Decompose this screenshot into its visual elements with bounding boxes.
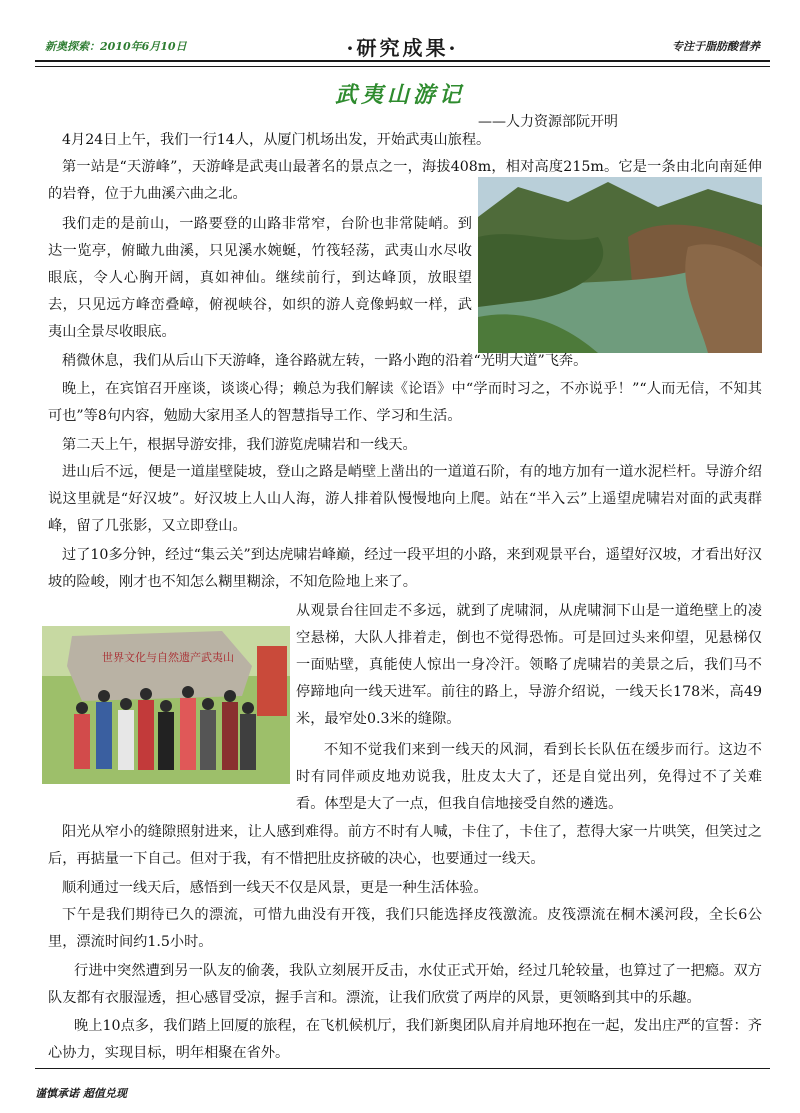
page-header: [35, 32, 770, 60]
paragraph-10: 不知不觉我们来到一线天的风洞，看到长长队伍在缓步而行。这边不时有同伴顽皮地劝说我，肚皮太大了，还是自觉出列，免得过不了关难看。体型是大了一点，但我自信地接受自然的遴选。: [296, 742, 762, 812]
paragraph-11: 阳光从窄小的缝隙照射进来，让人感到难得。前方不时有人喊，卡住了，卡住了，惹得大家一片哄笑，但笑过之后，再掂量一下自己。但对于我，有不惜把肚皮挤破的决心，也要通过一线天。: [48, 824, 762, 867]
issue-date: 新奥探索：2010年6月10日: [45, 40, 187, 53]
paragraph-2: 第一站是“天游峰”，天游峰是武夷山最著名的景点之一，海拔408m，相对高度215m。它是一条由北向南延伸的岩脊，位于九曲溪六曲之北。: [48, 159, 762, 202]
paragraph-1: 4月24日上午，我们一行14人，从厦门机场出发，开始武夷山旅程。: [62, 132, 491, 148]
header-divider: [35, 60, 770, 67]
paragraph-8: 过了10多分钟，经过“集云关”到达虎啸岩峰巅，经过一段平坦的小路，来到观景平台，遥望好汉坡，才看出好汉坡的险峻，刚才也不知怎么糊里糊涂，不知危险地上来了。: [48, 547, 762, 590]
group-illustration: [42, 626, 290, 784]
group-photo: [42, 626, 290, 784]
paragraph-3: 我们走的是前山，一路要登的山路非常窄，台阶也非常陡峭。到达一览亭，俯瞰九曲溪，只见溪水婉蜒，竹筏轻荡，武夷山水尽收眼底，令人心胸开阔，真如神仙。继续前行，到达峰顶，放眼望去，只见远方峰峦叠嶂，俯视峡谷，如织的游人竟像蚂蚁一样，武夷山全景尽收眼底。: [48, 216, 472, 340]
footer-slogan: 谨慎承诺 超值兑现: [35, 1087, 127, 1100]
paragraph-12: 顺利通过一线天后，感悟到一线天不仅是风景，更是一种生活体验。: [62, 880, 488, 896]
section-title: ·研究成果·: [346, 36, 459, 60]
paragraph-5: 晚上，在宾馆召开座谈，谈谈心得；赖总为我们解读《论语》中“学而时习之，不亦说乎！”“人而无信，不知其可也”等8句内容，勉励大家用圣人的智慧指导工作、学习和生活。: [48, 381, 762, 424]
paragraph-14: 行进中突然遭到另一队友的偷袭，我队立刻展开反击，水仗正式开始，经过几轮较量，也算过了一把瘾。双方队友都有衣服湿透，担心感冒受凉，握手言和。漂流，让我们欣赏了两岸的风景，更领略到其中的乐趣。: [48, 963, 762, 1006]
article-author: ——人力资源部阮开明: [478, 114, 618, 130]
stone-inscription: 世界文化与自然遗产武夷山: [102, 651, 234, 664]
paragraph-9: 从观景台往回走不多远，就到了虎啸洞，从虎啸洞下山是一道绝壁上的凌空悬梯，大队人排着走，倒也不觉得恐怖。可是回过头来仰望，见悬梯仅一面贴壁，真能使人惊出一身冷汗。领略了虎啸岩的美景之后，我们马不停蹄地向一线天进军。前往的路上，导游介绍说，一线天长178米，高49米，最窄处0.3米的缝隙。: [296, 603, 762, 727]
header-slogan: 专注于脂肪酸营养: [672, 40, 760, 53]
paragraph-6: 第二天上午，根据导游安排，我们游览虎啸岩和一线天。: [62, 437, 417, 453]
article-title: 武夷山游记: [334, 82, 465, 108]
paragraph-7: 进山后不远，便是一道崖壁陡坡，登山之路是峭壁上凿出的一道道石阶，有的地方加有一道水泥栏杆。导游介绍说这里就是“好汉坡”。好汉坡上人山人海，游人排着队慢慢地向上爬。站在“半入云”上遥望虎啸岩对面的武夷群峰，留了几张影，又立即登山。: [48, 464, 762, 534]
paragraph-15: 晚上10点多，我们踏上回厦的旅程，在飞机候机厅，我们新奥团队肩并肩地环抱在一起，发出庄严的宣誓：齐心协力，实现目标，明年相聚在省外。: [48, 1018, 762, 1061]
paragraph-13: 下午是我们期待已久的漂流，可惜九曲没有开筏，我们只能选择皮筏激流。皮筏漂流在桐木溪河段，全长6公里，漂流时间约1.5小时。: [48, 907, 762, 950]
paragraph-4: 稍微休息，我们从后山下天游峰，逢谷路就左转，一路小跑的沿着“光明大道”飞奔。: [62, 353, 588, 369]
footer-divider: [35, 1068, 770, 1069]
